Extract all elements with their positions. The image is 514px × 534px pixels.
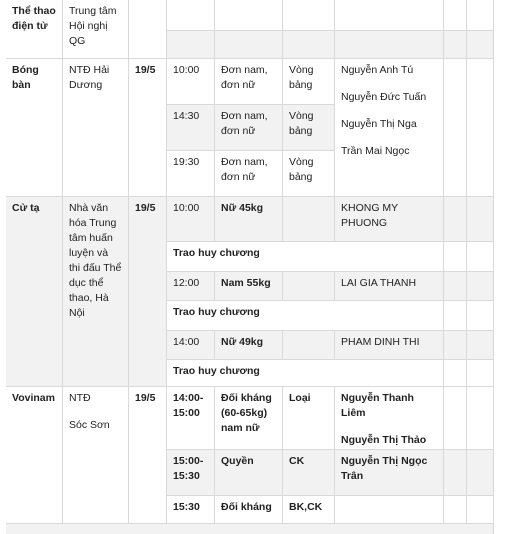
extra-cell: [467, 450, 494, 496]
extra-cell: [467, 387, 494, 450]
extra-cell: [444, 242, 467, 272]
event-content: Đơn nam, đơn nữ: [221, 64, 268, 91]
venue-cell: [63, 59, 129, 197]
date-cell: [129, 0, 167, 59]
athlete-name: Nguyễn Anh Tú: [341, 64, 414, 76]
event-content: Nữ 45kg: [221, 202, 264, 214]
content-cell: [215, 197, 283, 242]
round-cell: [283, 0, 335, 31]
content-cell: [215, 272, 283, 301]
sport-cell: [6, 0, 63, 59]
time-value: 10:00: [173, 202, 200, 214]
extra-cell: [444, 31, 467, 59]
round-cell: [283, 151, 335, 197]
venue-cell: [63, 197, 129, 387]
time-cell: [167, 59, 215, 105]
round-cell: [283, 387, 335, 450]
athlete-name: Nguyễn Thị Nga: [341, 118, 417, 130]
venue-name: Nhà văn hóa Trung tâm huấn luyện và thi đấu Thể dục thể thao, Hà Nội: [69, 202, 122, 319]
medal-ceremony-label: Trao huy chương: [173, 247, 260, 259]
extra-cell: [467, 242, 494, 272]
sport-name: Thể thao điện tử: [12, 5, 56, 32]
round-cell: [283, 450, 335, 496]
content-cell: [215, 496, 283, 524]
time-cell: [167, 272, 215, 301]
round-cell: [283, 331, 335, 360]
content-cell: [215, 151, 283, 197]
event-content: Đối kháng: [221, 501, 272, 513]
athlete-name: Nguyễn Thị Thảo: [341, 434, 427, 446]
sport-cell: [6, 197, 63, 387]
date-cell: [129, 59, 167, 197]
round-cell: [283, 105, 335, 151]
medal-ceremony-row: [167, 360, 444, 387]
round-cell: [283, 496, 335, 524]
medal-ceremony-label: Trao huy chương: [173, 306, 260, 318]
time-cell: [167, 197, 215, 242]
time-cell: [167, 331, 215, 360]
venue-name: Trung tâm Hội nghị QG: [69, 5, 117, 47]
athlete-name: LAI GIA THANH: [341, 277, 417, 289]
round-cell: [283, 197, 335, 242]
sport-name: Cử tạ: [12, 202, 40, 214]
event-content: Đơn nam, đơn nữ: [221, 110, 268, 137]
time-value: 19:30: [173, 156, 200, 168]
content-cell: [215, 450, 283, 496]
venue-name: NTĐ Hải Dương: [69, 64, 110, 91]
time-cell: [167, 151, 215, 197]
round-value: Loại: [289, 392, 311, 404]
extra-cell: [444, 331, 467, 360]
content-cell: [215, 105, 283, 151]
time-cell: [167, 496, 215, 524]
event-content: Đơn nam, đơn nữ: [221, 156, 268, 183]
medal-ceremony-label: Trao huy chương: [173, 365, 260, 377]
round-value: Vòng bảng: [289, 156, 314, 183]
content-cell: [215, 59, 283, 105]
date-value: 19/5: [135, 64, 156, 76]
extra-cell: [444, 360, 467, 387]
content-cell: [215, 0, 283, 31]
date-value: 19/5: [135, 202, 156, 214]
athlete-cell: [335, 331, 444, 360]
athlete-name: Nguyễn Thanh Liêm: [341, 392, 414, 419]
time-cell: [167, 31, 215, 59]
time-value: 10:00: [173, 64, 200, 76]
time-cell: [167, 0, 215, 31]
athlete-cell: [335, 59, 444, 197]
athlete-cell: [335, 496, 444, 524]
extra-cell: [467, 301, 494, 331]
medal-ceremony-row: [167, 301, 444, 331]
venue-name: NTĐ: [69, 392, 91, 404]
event-content: Đối kháng (60-65kg) nam nữ: [221, 392, 272, 434]
extra-cell: [467, 272, 494, 301]
extra-cell: [467, 0, 494, 31]
round-cell: [283, 59, 335, 105]
event-content: Nữ 49kg: [221, 336, 264, 348]
date-value: 19/5: [135, 392, 156, 404]
time-cell: [167, 387, 215, 450]
sport-cell: [6, 59, 63, 197]
athlete-name: KHONG MY PHUONG: [341, 202, 398, 229]
content-cell: [215, 387, 283, 450]
extra-cell: [467, 331, 494, 360]
extra-cell: [467, 360, 494, 387]
round-value: Vòng bảng: [289, 64, 314, 91]
date-cell: [129, 197, 167, 387]
extra-cell: [467, 31, 494, 59]
extra-cell: [444, 387, 467, 450]
athlete-name: PHAM DINH THI: [341, 336, 420, 348]
content-cell: [215, 31, 283, 59]
athlete-name: Nguyễn Thị Ngọc Trân: [341, 455, 428, 482]
round-cell: [283, 272, 335, 301]
extra-cell: [467, 197, 494, 242]
time-value: 14:00: [173, 336, 200, 348]
extra-cell: [444, 301, 467, 331]
time-cell: [167, 105, 215, 151]
athlete-name: Nguyễn Đức Tuấn: [341, 91, 427, 103]
extra-cell: [444, 59, 467, 197]
next-row-partial: [6, 524, 494, 534]
sport-name: Bóng bàn: [12, 64, 39, 91]
time-value: 15:30: [173, 501, 200, 513]
round-value: BK,CK: [289, 501, 323, 513]
content-cell: [215, 331, 283, 360]
athlete-cell: [335, 450, 444, 496]
event-content: Nam 55kg: [221, 277, 271, 289]
time-cell: [167, 450, 215, 496]
sport-cell: [6, 387, 63, 524]
athlete-cell: [335, 387, 444, 450]
round-value: CK: [289, 455, 305, 467]
extra-cell: [467, 496, 494, 524]
extra-cell: [444, 272, 467, 301]
extra-cell: [444, 197, 467, 242]
date-cell: [129, 387, 167, 524]
extra-cell: [467, 59, 494, 197]
extra-cell: [444, 450, 467, 496]
time-value: 12:00: [173, 277, 200, 289]
venue-cell: [63, 0, 129, 59]
time-value: 15:00-15:30: [173, 455, 204, 482]
venue-name: Sóc Sơn: [69, 419, 110, 431]
sport-name: Vovinam: [12, 392, 55, 404]
medal-ceremony-row: [167, 242, 444, 272]
event-content: Quyền: [221, 455, 254, 467]
round-cell: [283, 31, 335, 59]
athlete-cell: [335, 0, 444, 31]
round-value: Vòng bảng: [289, 110, 314, 137]
extra-cell: [444, 496, 467, 524]
extra-cell: [444, 0, 467, 31]
athlete-cell: [335, 31, 444, 59]
time-value: 14:00-15:00: [173, 392, 204, 419]
time-value: 14:30: [173, 110, 200, 122]
athlete-cell: [335, 272, 444, 301]
athlete-cell: [335, 197, 444, 242]
venue-cell: [63, 387, 129, 524]
athlete-name: Trần Mai Ngọc: [341, 145, 410, 157]
